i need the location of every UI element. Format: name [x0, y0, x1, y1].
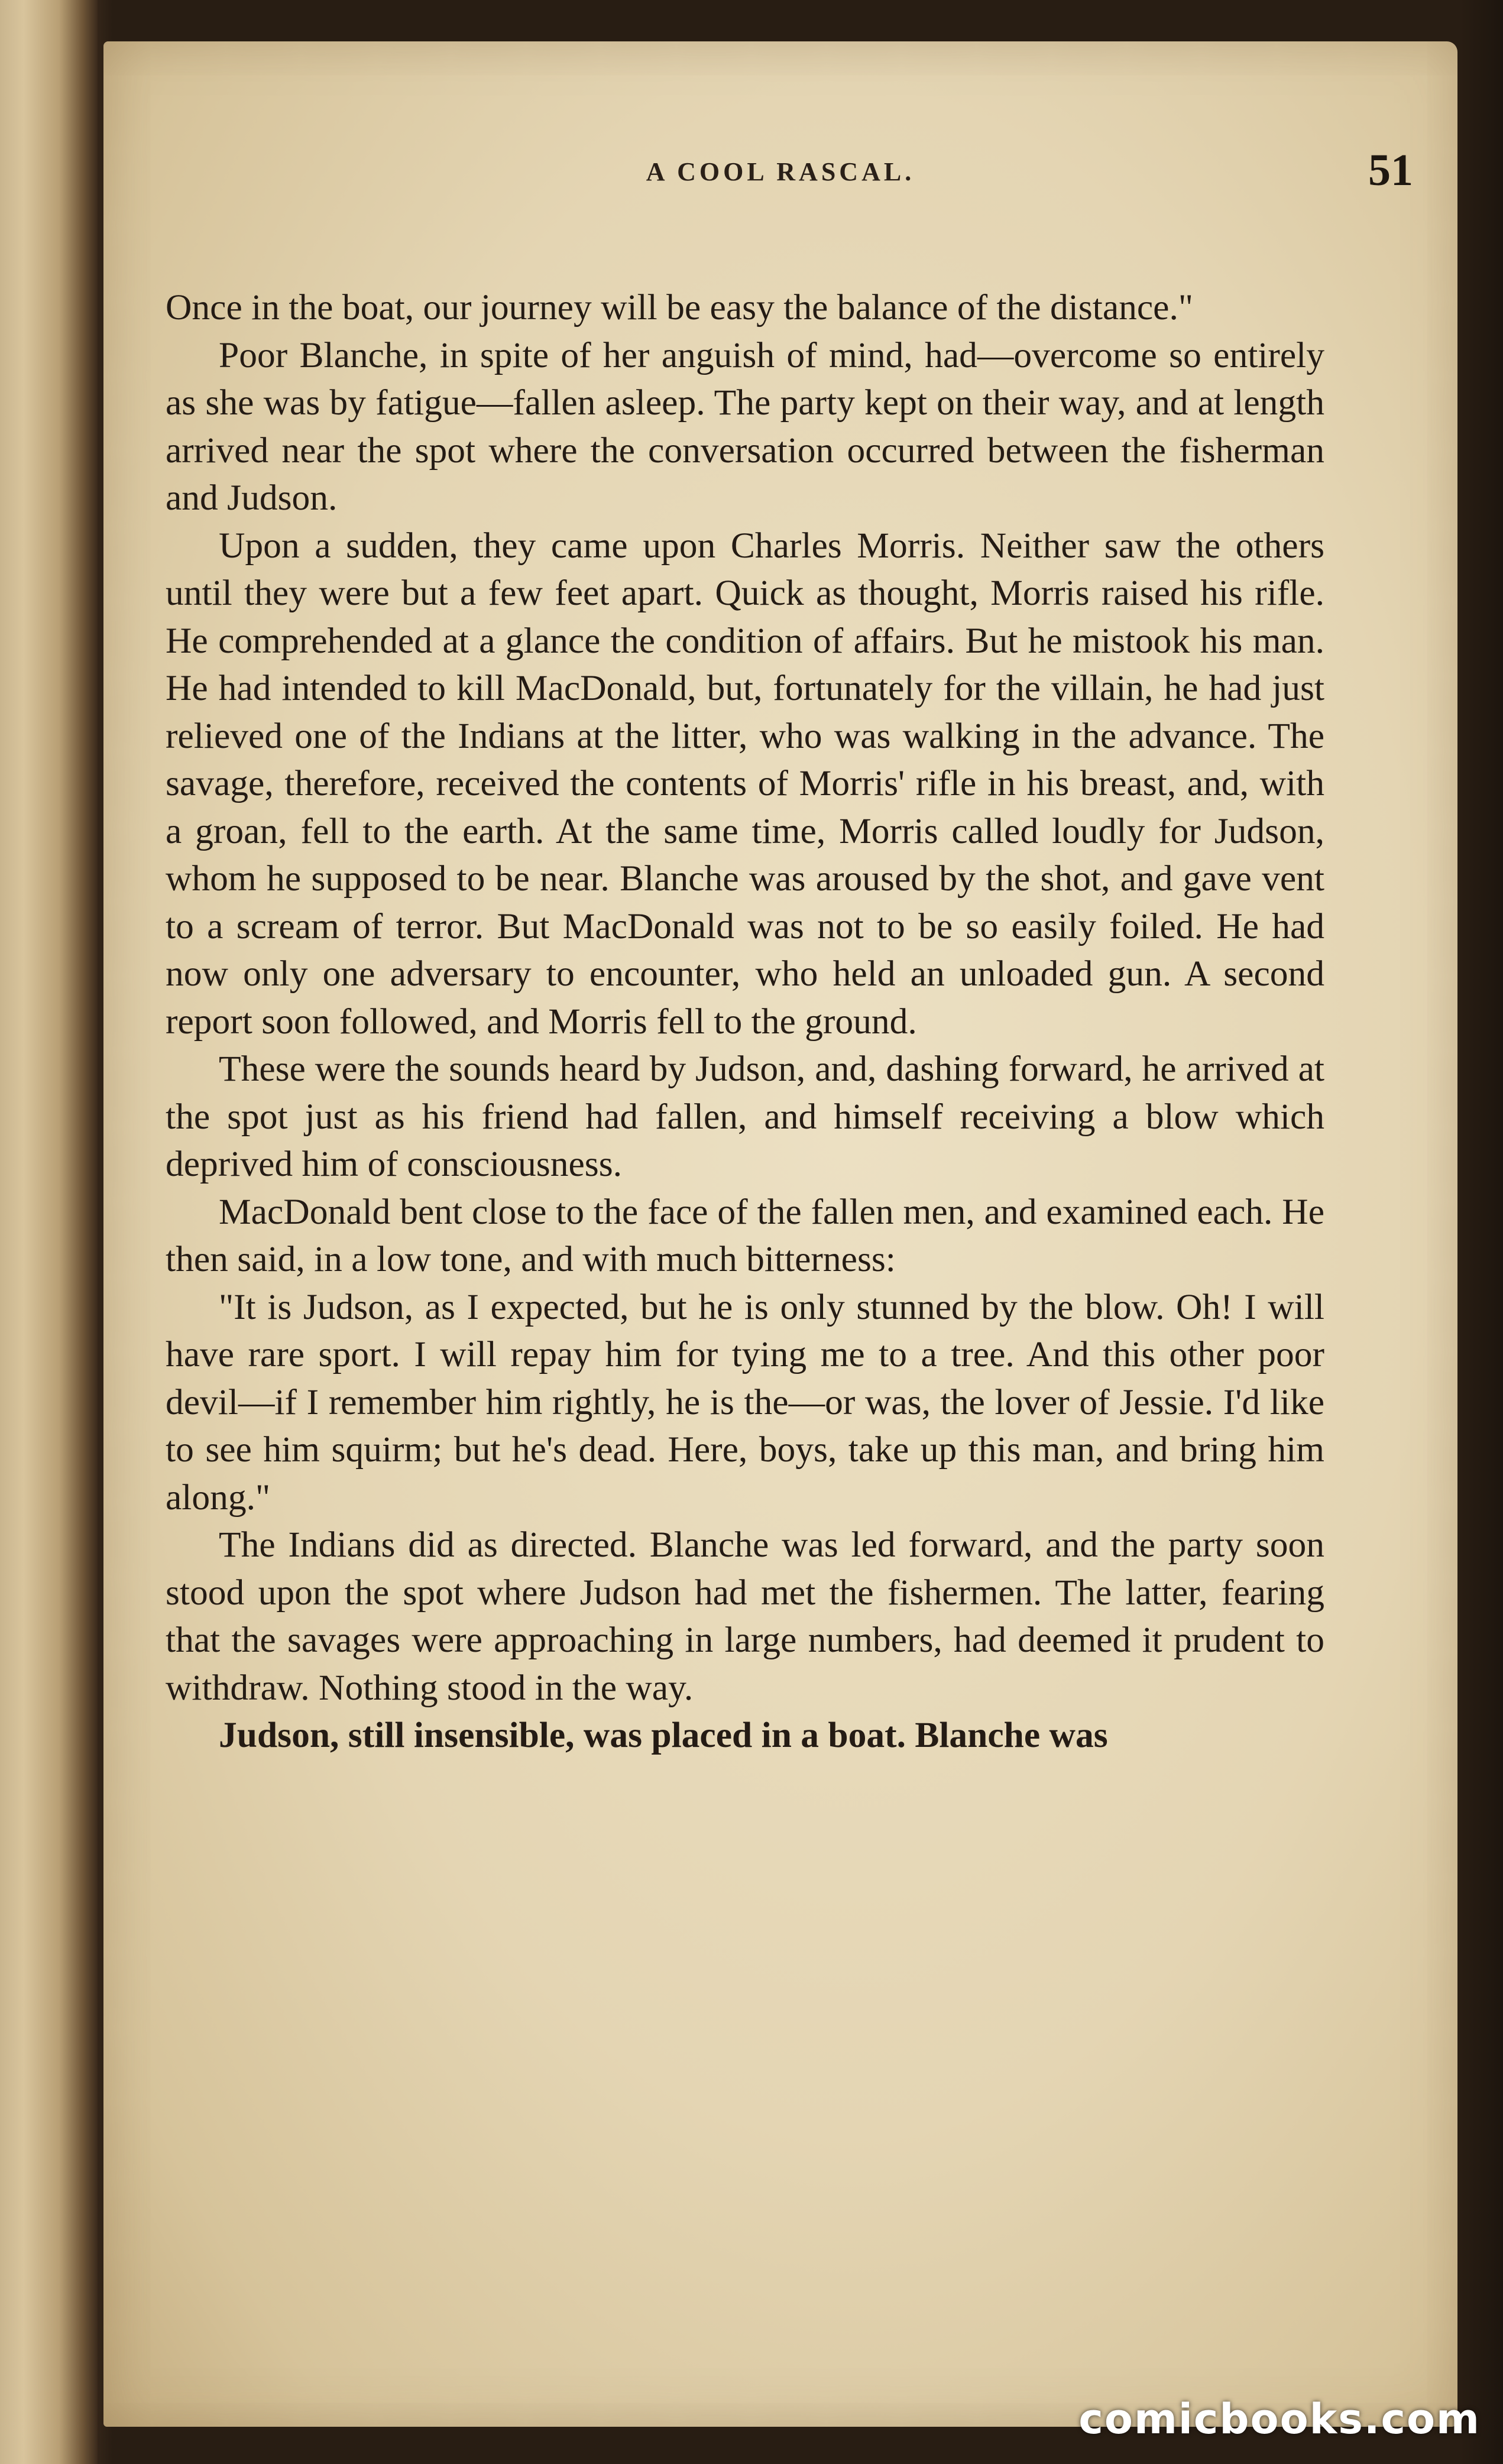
page-number: 51 — [1368, 145, 1413, 195]
body-text — [166, 284, 1324, 1759]
paragraph: "It is Judson, as I expected, but he is only stunned by the blow. Oh! I will have rare sport. I will repay him for tying me to a tree. And this other poor devil—if I remember him rightly, he is the—or was, the lover of Jessie. I'd like to see him squirm; but he's dead. Here, boys, take up this man, and bring him along." — [166, 1286, 1324, 1518]
paragraph: Judson, still insensible, was placed in a boat. Blanche was — [219, 1715, 1108, 1755]
paragraph: Once in the boat, our journey will be easy the balance of the distance." — [166, 287, 1193, 328]
facing-page-edge — [0, 0, 98, 2464]
book-page — [103, 41, 1457, 2427]
paragraph: Upon a sudden, they came upon Charles Morris. Neither saw the others until they were but a few feet apart. Quick as thought, Morris raised his rifle. He comprehended at a glance the condition of affairs. But he mistook his man. He had intended to kill MacDonald, but, fortunately for the villain, he had just relieved one of the Indians at the litter, who was walking in the advance. The savage, therefore, received the contents of Morris' rifle in his breast, and, with a groan, fell to the earth. At the same time, Morris called loudly for Judson, whom he supposed to be near. Blanche was aroused by the shot, and gave vent to a scream of terror. But MacDonald was not to be so easily foiled. He had now only one adversary to encounter, who held an unloaded gun. A second report soon followed, and Morris fell to the ground. — [166, 525, 1324, 1042]
watermark: comicbooks.com — [1078, 2395, 1481, 2443]
paragraph: These were the sounds heard by Judson, and, dashing forward, he arrived at the spot just as his friend had fallen, and himself receiving a blow which deprived him of consciousness. — [166, 1049, 1324, 1184]
paragraph: Poor Blanche, in spite of her anguish of mind, had—overcome so entirely as she was by fatigue—fallen asleep. The party kept on their way, and at length arrived near the spot where the conversation occurred between the fisherman and Judson. — [166, 335, 1324, 518]
running-head: A COOL RASCAL. — [646, 157, 915, 186]
paragraph: The Indians did as directed. Blanche was led forward, and the party soon stood upon the spot where Judson had met the fishermen. The latter, fearing that the savages were approaching in large numbers, had deemed it prudent to withdraw. Nothing stood in the way. — [166, 1525, 1324, 1708]
paragraph: MacDonald bent close to the face of the fallen men, and examined each. He then said, in a low tone, and with much bitterness: — [166, 1191, 1324, 1279]
page-header — [103, 145, 1457, 210]
